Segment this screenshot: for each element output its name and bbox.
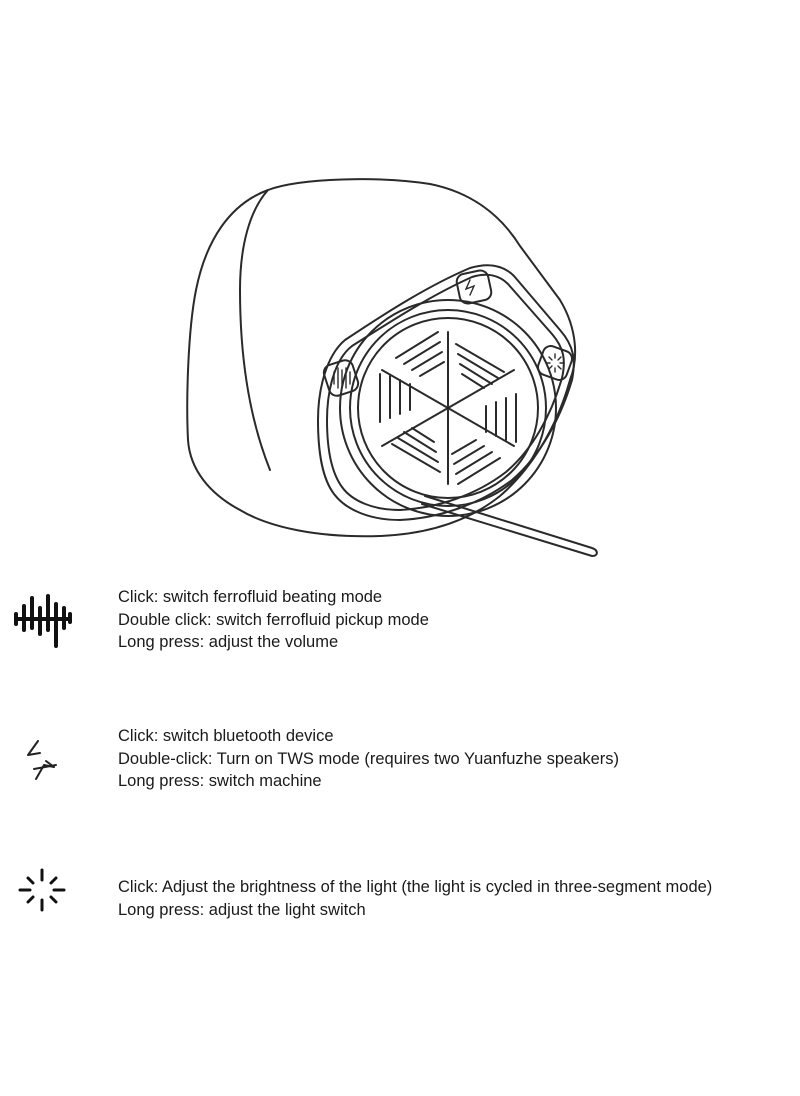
soundwave-icon: [10, 586, 74, 650]
front-plate: [318, 265, 574, 520]
light-burst-icon: [10, 858, 74, 922]
instruction-line: Click: Adjust the brightness of the light (the light is cycled in three-segment mode): [118, 878, 713, 896]
instruction-line: Click: switch bluetooth device: [118, 727, 334, 745]
instruction-line: Double-click: Turn on TWS mode (requires two Yuanfuzhe speakers): [118, 749, 620, 768]
instruction-row-bluetooth: [0, 725, 800, 795]
instruction-line: Click: switch ferrofluid beating mode: [118, 588, 383, 606]
instruction-row-light: [0, 876, 800, 926]
instruction-row-volume: [0, 586, 800, 656]
lightning-icon: [10, 729, 74, 793]
instruction-line: Long press: adjust the volume: [118, 633, 339, 651]
instruction-line: Long press: adjust the light switch: [118, 900, 366, 919]
instruction-line: Long press: switch machine: [118, 772, 322, 790]
instruction-line: Double click: switch ferrofluid pickup mode: [118, 610, 429, 629]
speaker-body: [187, 179, 575, 536]
